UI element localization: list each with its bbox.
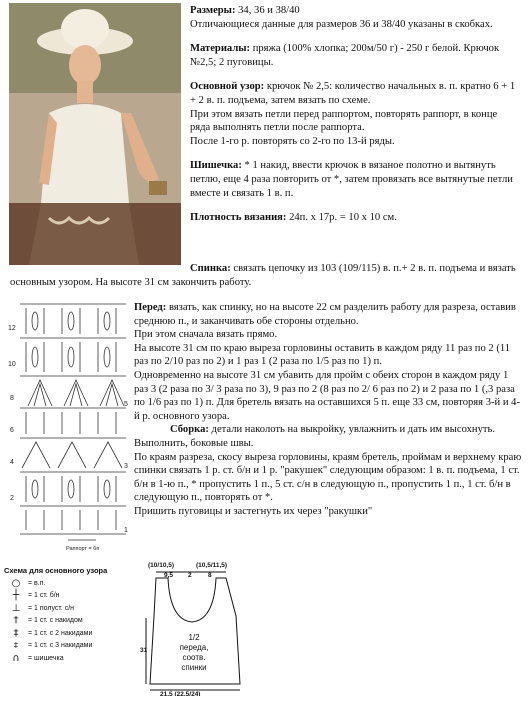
bobble-icon: ∩ (12, 652, 20, 664)
legend-label: = 1 ст. с накидом (28, 617, 83, 625)
pattern-paragraph-3: После 1-го р. повторять со 2-го по 13-й ряды. (190, 135, 395, 147)
front-paragraph (134, 301, 522, 328)
legend-label: = в.п. (28, 579, 46, 587)
schematic-label-3: соотв. (182, 653, 206, 662)
model-photo (9, 3, 181, 265)
sizes-label: Размеры: (190, 5, 236, 16)
sizes-paragraph (190, 4, 520, 18)
row-number: 3 (124, 463, 128, 470)
legend-row (4, 577, 122, 590)
assembly-paragraph-2: Выполнить, боковые швы. (134, 437, 254, 449)
schematic-label-4: спинки (181, 663, 207, 672)
legend-title: Схема для основного узора (4, 566, 108, 575)
materials-paragraph (190, 42, 520, 69)
legend-label: = шишечка (28, 654, 64, 662)
row-number: 2 (10, 495, 14, 502)
back-label: Спинка: (190, 263, 231, 274)
schematic-height: 31 (140, 647, 148, 654)
legend-row (4, 652, 122, 665)
front-paragraph-2: При этом сначала вязать прямо. (134, 329, 278, 341)
double-crochet-icon: † (13, 615, 19, 627)
single-crochet-icon: ┼ (12, 590, 20, 602)
schematic-mid-center: 2 (188, 572, 192, 579)
schematic-label-1: 1/2 (188, 633, 200, 642)
density-text: 24п. х 17р. = 10 х 10 см. (286, 212, 397, 224)
assembly-paragraph-3: По краям разреза, скосу выреза горловины, краям бретель, проймам и верхнему краю спинки связать 1 р. ст. б/н и 1 р. "ракушек" следующим образом: 1 в. п. подъема, 1 ст. б/н в 1-ю п., * пропустить 1 п., 5 ст. с/н в следующую п., пропустить 1 п., 1 ст. б/н в следующую п., повторять от *. (134, 451, 522, 504)
row-number: 5 (124, 401, 128, 408)
pattern-paragraph (190, 80, 520, 107)
chain-stitch-icon: ○ (11, 577, 21, 589)
treble-crochet-icon: ‡ (13, 627, 19, 639)
assembly-label: Сборка: (170, 424, 209, 436)
stitch-legend (4, 566, 122, 665)
materials-label: Материалы: (190, 43, 251, 55)
schematic-svg (140, 560, 250, 696)
sizes-text: 34, 36 и 38/40 (235, 5, 300, 16)
legend-label: = 1 ст. с 3 накидами (28, 642, 93, 650)
back-paragraph (10, 262, 522, 289)
front-text: вязать, как спинку, но на высоте 22 см разделить работу для разреза, оставив среднюю п., и заканчивать обе стороны отдельно. (134, 302, 516, 327)
schematic-mid-left: 9,5 (164, 572, 174, 579)
crochet-chart (6, 296, 132, 554)
schematic-bottom: 21,5 (22,5/24) (160, 691, 201, 696)
crochet-chart-svg (6, 296, 132, 554)
density-paragraph (190, 211, 520, 225)
pattern-label: Основной узор: (190, 81, 265, 93)
assembly-text: детали наколоть на выкройку, увлажнить и дать им высохнуть. (208, 424, 495, 436)
row-number: 1 (124, 527, 128, 534)
garment-schematic (140, 560, 250, 696)
materials-text: пряжа (100% хлопка; 200м/50 г) - 250 г белой. Крючок №2,5; 2 пуговицы. (190, 43, 500, 68)
shell-paragraph (190, 159, 520, 200)
legend-label: = 1 полуст. с/н (28, 604, 75, 612)
sizes-note: Отличающиеся данные для размеров 36 и 38/40 указаны в скобках. (190, 18, 493, 30)
shell-text: * 1 накид, ввести крючок в вязаное полотно и вытянуть петлю, еще 4 раза повторить от *, затем провязать все вытянутые петли вместе и связать 1 в. п. (190, 160, 513, 199)
legend-row (4, 590, 122, 603)
density-label: Плотность вязания: (190, 212, 287, 224)
schematic-top-right: (10,5/11,5) (196, 562, 228, 569)
legend-row (4, 627, 122, 640)
schematic-top-left: (10/10,5) (148, 562, 175, 569)
legend-label: = 1 ст. с 2 накидами (28, 629, 93, 637)
row-number: 8 (10, 395, 14, 402)
double-treble-icon: ⧧ (13, 640, 19, 652)
pattern-text: крючок № 2,5: количество начальных в. п. кратно 6 + 1 + 2 в. п. подъема, затем вязать по схеме. (190, 81, 516, 106)
shell-label: Шишечка: (190, 160, 242, 172)
schematic-mid-right: 8 (208, 572, 212, 579)
legend-row (4, 615, 122, 628)
legend-row (4, 640, 122, 653)
front-paragraph-4: Одновременно на высоте 31 см убавить для пройм с обеих сторон в каждом ряду 1 раз 3 (2 раза по 3/ 3 раза по 3), 9 раз по 2 (8 раз по 2/ 6 раз по 2) и 2 раза по 1 (,3 раза по 1/6 раз по 1) п. Для бретель вязать на оставшихся 5 п. еще 33 см, повторяя 3-й и 4-й р. основного узора. (134, 369, 520, 422)
photo-illustration (9, 3, 181, 265)
assembly-paragraph (134, 423, 522, 437)
rapport-label: Раппорт = 6п (66, 546, 100, 552)
front-label: Перед: (134, 302, 167, 313)
half-double-icon: ⊥ (11, 602, 21, 614)
assembly-paragraph-4: Пришить пуговицы и застегнуть их через "ракушки" (134, 505, 373, 517)
row-number: 10 (8, 361, 16, 368)
row-number: 12 (8, 325, 16, 332)
legend-label: = 1 ст. б/н (28, 592, 60, 600)
legend-row (4, 602, 122, 615)
front-paragraph-3: На высоте 31 см по краю выреза горловины оставить в каждом ряду 11 раз по 2 (11 раз по 2/10 раз по 2) и 1 раз 1 (2 раза по 1/5 раз по 1) п. (134, 342, 511, 368)
row-number: 4 (10, 459, 14, 466)
schematic-label-2: переда, (179, 643, 209, 652)
row-number: 6 (10, 427, 14, 434)
pattern-paragraph-2: При этом вязать петли перед раппортом, повторять раппорт, в конце ряда выполнять петли после раппорта. (190, 108, 498, 134)
back-text: связать цепочку из 103 (109/115) в. п.+ 2 в. п. подъема и вязать основным узором. На высоте 31 см закончить работу. (10, 263, 516, 288)
